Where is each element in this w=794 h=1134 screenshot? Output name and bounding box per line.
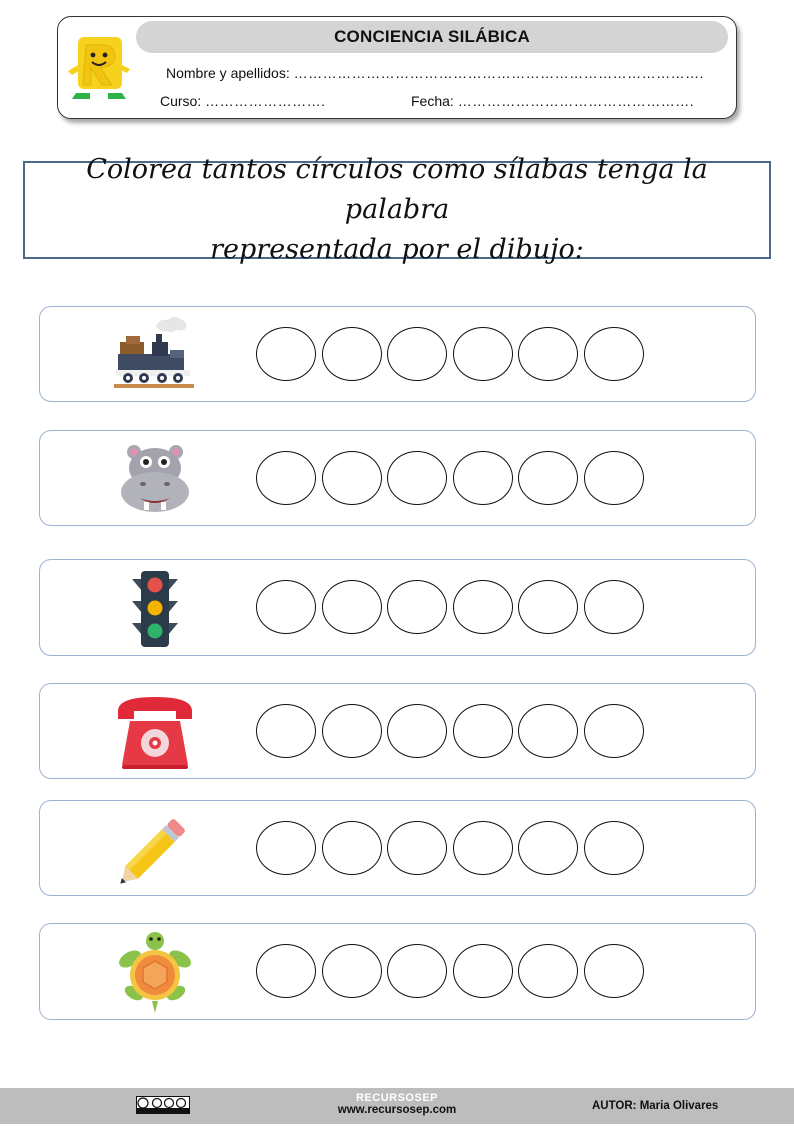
syllable-circle[interactable]: [453, 327, 513, 381]
syllable-circle[interactable]: [584, 944, 644, 998]
syllable-circles: [256, 451, 650, 505]
date-field[interactable]: [411, 93, 694, 109]
exercise-row: [39, 306, 756, 402]
syllable-circle[interactable]: [387, 327, 447, 381]
syllable-circle[interactable]: [518, 821, 578, 875]
exercise-row: [39, 923, 756, 1020]
syllable-circle[interactable]: [322, 704, 382, 758]
instruction-box: [23, 154, 771, 265]
syllable-circles: [256, 704, 650, 758]
syllable-circle[interactable]: [453, 944, 513, 998]
syllable-circle[interactable]: [453, 451, 513, 505]
syllable-circle[interactable]: [584, 580, 644, 634]
exercise-row: [39, 800, 756, 896]
syllable-circle[interactable]: [322, 580, 382, 634]
syllable-circles: [256, 821, 650, 875]
footer: [0, 1088, 794, 1124]
traffic-light-icon: [100, 565, 210, 651]
name-label: Nombre y apellidos:: [166, 65, 290, 81]
syllable-circle[interactable]: [518, 451, 578, 505]
syllable-circle[interactable]: [584, 451, 644, 505]
syllable-circle[interactable]: [453, 821, 513, 875]
recursosep-logo-icon: [64, 35, 132, 101]
turtle-icon: [100, 929, 210, 1015]
syllable-circles: [256, 327, 650, 381]
footer-url[interactable]: www.recursosep.com: [337, 1104, 457, 1116]
syllable-circle[interactable]: [322, 821, 382, 875]
syllable-circle[interactable]: [387, 451, 447, 505]
syllable-circle[interactable]: [322, 944, 382, 998]
worksheet-title: CONCIENCIA SILÁBICA: [136, 21, 728, 53]
syllable-circle[interactable]: [518, 704, 578, 758]
syllable-circle[interactable]: [584, 821, 644, 875]
syllable-circle[interactable]: [387, 944, 447, 998]
syllable-circle[interactable]: [387, 580, 447, 634]
header-card: [57, 16, 737, 119]
hippo-icon: [100, 436, 210, 522]
syllable-circle[interactable]: [322, 451, 382, 505]
course-field[interactable]: [160, 93, 326, 109]
date-line: ………………………………………….: [457, 93, 695, 109]
syllable-circle[interactable]: [387, 821, 447, 875]
footer-author: AUTOR: Maria Olivares: [592, 1100, 719, 1112]
syllable-circle[interactable]: [322, 327, 382, 381]
syllable-circle[interactable]: [256, 580, 316, 634]
syllable-circle[interactable]: [453, 704, 513, 758]
syllable-circle[interactable]: [256, 451, 316, 505]
course-line: …………………….: [205, 93, 326, 109]
syllable-circle[interactable]: [256, 704, 316, 758]
telephone-icon: [100, 689, 210, 775]
syllable-circle[interactable]: [518, 327, 578, 381]
syllable-circle[interactable]: [453, 580, 513, 634]
exercise-row: [39, 430, 756, 526]
train-icon: [100, 312, 210, 398]
date-label: Fecha:: [411, 93, 454, 109]
name-line: ………………………………………………………………………….: [293, 65, 705, 81]
name-field[interactable]: [166, 65, 704, 81]
instruction-line-2: representada por el dibujo:: [210, 234, 584, 265]
syllable-circle[interactable]: [256, 944, 316, 998]
exercise-row: [39, 683, 756, 779]
instruction-line-1: Colorea tantos círculos como sílabas tenga la palabra: [86, 154, 708, 225]
exercise-row: [39, 559, 756, 656]
syllable-circle[interactable]: [387, 704, 447, 758]
syllable-circle[interactable]: [518, 944, 578, 998]
syllable-circle[interactable]: [518, 580, 578, 634]
pencil-icon: [100, 806, 210, 892]
course-label: Curso:: [160, 93, 202, 109]
syllable-circles: [256, 580, 650, 634]
syllable-circle[interactable]: [584, 704, 644, 758]
syllable-circle[interactable]: [256, 821, 316, 875]
footer-brand: RECURSOSEP: [355, 1092, 439, 1104]
syllable-circle[interactable]: [256, 327, 316, 381]
syllable-circles: [256, 944, 650, 998]
syllable-circle[interactable]: [584, 327, 644, 381]
